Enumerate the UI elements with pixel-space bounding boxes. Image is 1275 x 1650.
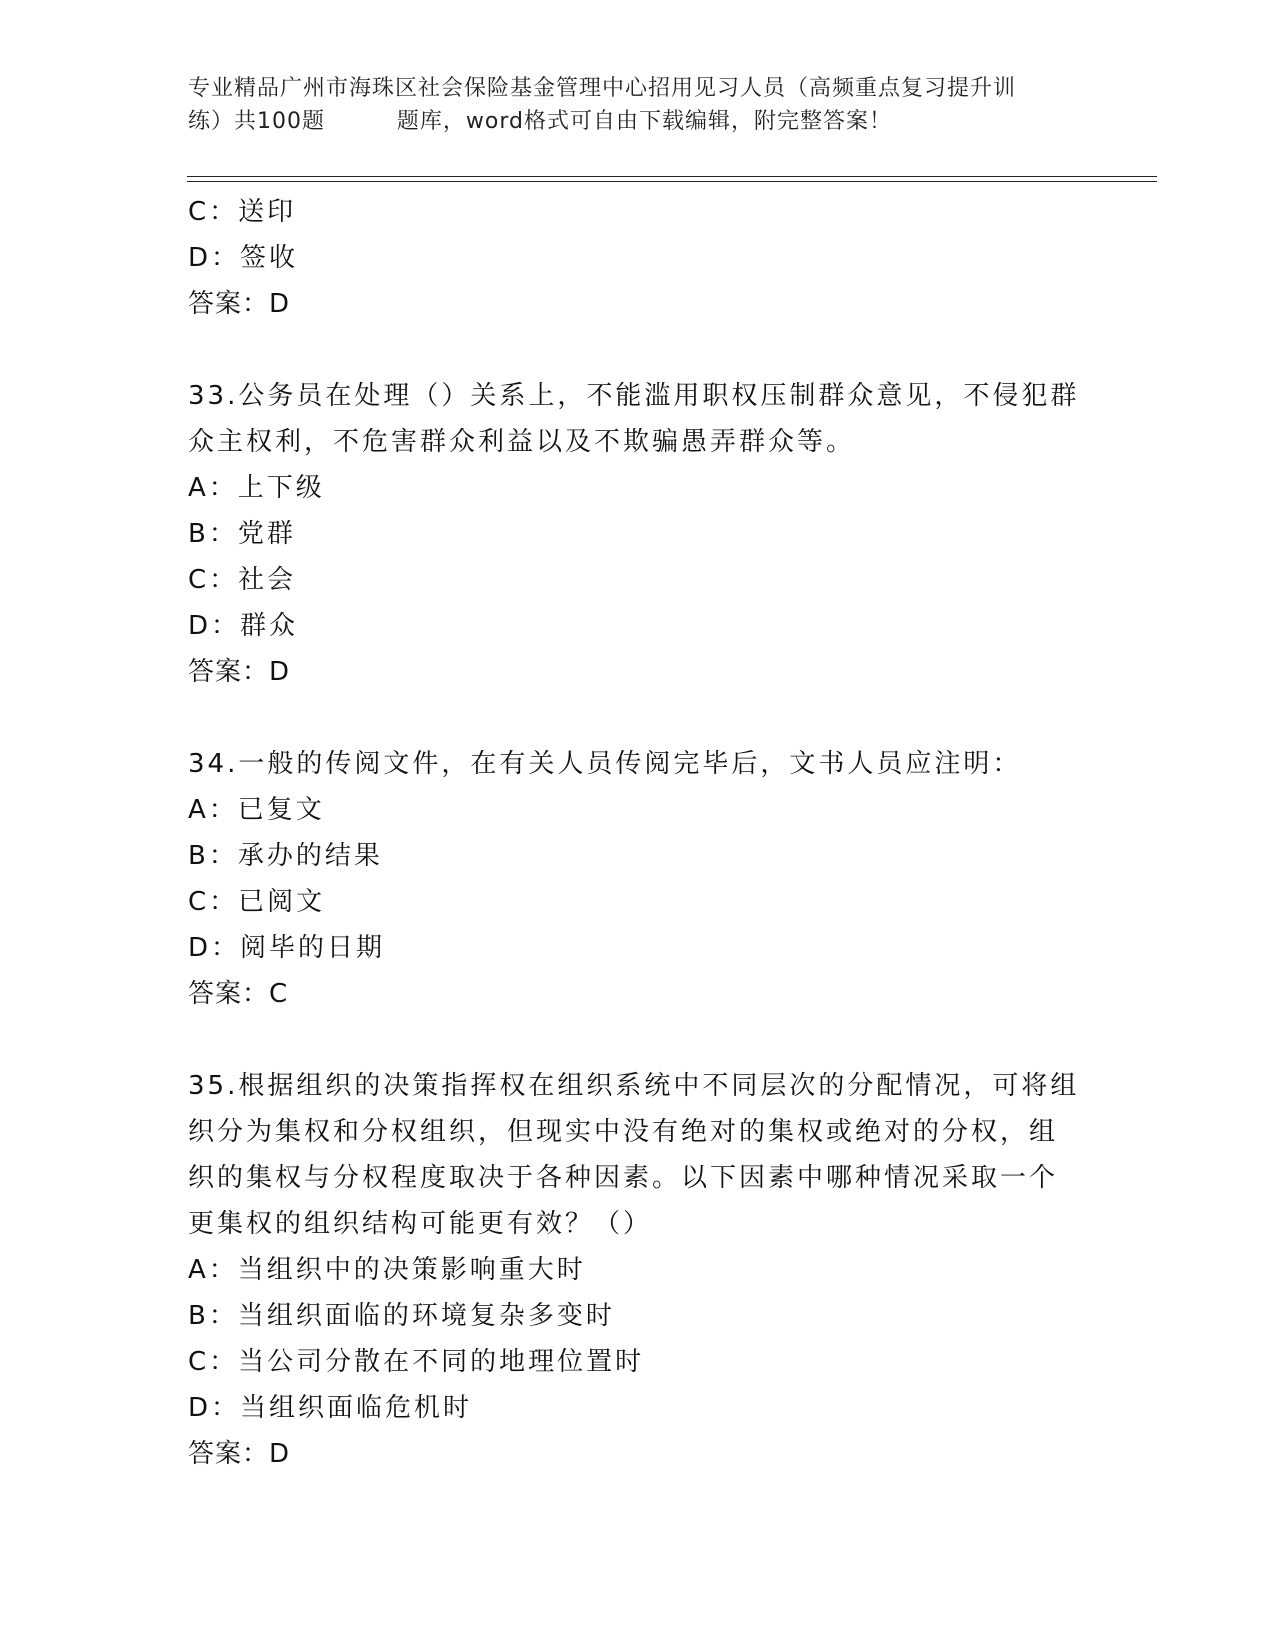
option-d: D：群众	[188, 611, 299, 641]
question-stem-line: 织的集权与分权程度取决于各种因素。以下因素中哪种情况采取一个	[188, 1163, 1059, 1193]
question-stem-line: 34.一般的传阅文件，在有关人员传阅完毕后，文书人员应注明：	[188, 749, 1022, 779]
header-title-line-2: 练）共100题 题库，word格式可自由下载编辑，附完整答案！	[188, 109, 893, 134]
option-c: C：社会	[188, 565, 297, 595]
question-stem-line: 众主权利，不危害群众利益以及不欺骗愚弄群众等。	[188, 427, 856, 457]
option-a: A：当组织中的决策影响重大时	[188, 1255, 586, 1285]
spacer	[188, 695, 1088, 741]
option-d: D：当组织面临危机时	[188, 1393, 473, 1423]
option-c: C：已阅文	[188, 887, 326, 917]
option-b: B：当组织面临的环境复杂多变时	[188, 1301, 615, 1331]
spacer	[188, 1017, 1088, 1063]
question-stem-line: 织分为集权和分权组织，但现实中没有绝对的集权或绝对的分权，组	[188, 1117, 1059, 1147]
header-title-line-1: 专业精品广州市海珠区社会保险基金管理中心招用见习人员（高频重点复习提升训	[188, 76, 1017, 101]
question-list	[188, 189, 1088, 1477]
question-32-continuation	[188, 189, 1088, 327]
option-d: D：阅毕的日期	[188, 933, 386, 963]
option-c: C：送印	[188, 197, 297, 227]
option-a: A：已复文	[188, 795, 325, 825]
answer-line: 答案：C	[188, 979, 289, 1009]
question-stem-line: 更集权的组织结构可能更有效？（）	[188, 1209, 653, 1239]
question-stem-line: 33.公务员在处理（）关系上，不能滥用职权压制群众意见，不侵犯群	[188, 381, 1080, 411]
answer-line: 答案：D	[188, 289, 291, 319]
question-stem-line: 35.根据组织的决策指挥权在组织系统中不同层次的分配情况，可将组	[188, 1071, 1080, 1101]
header-divider-top	[187, 176, 1157, 177]
answer-line: 答案：D	[188, 1439, 291, 1469]
question-34	[188, 741, 1088, 1017]
option-b: B：承办的结果	[188, 841, 383, 871]
question-33	[188, 373, 1088, 695]
header-divider-bottom	[187, 181, 1157, 182]
spacer	[188, 327, 1088, 373]
question-35	[188, 1063, 1088, 1477]
option-d: D：签收	[188, 243, 299, 273]
answer-line: 答案：D	[188, 657, 291, 687]
option-b: B：党群	[188, 519, 296, 549]
document-header	[188, 72, 1088, 138]
option-a: A：上下级	[188, 473, 325, 503]
option-c: C：当公司分散在不同的地理位置时	[188, 1347, 645, 1377]
